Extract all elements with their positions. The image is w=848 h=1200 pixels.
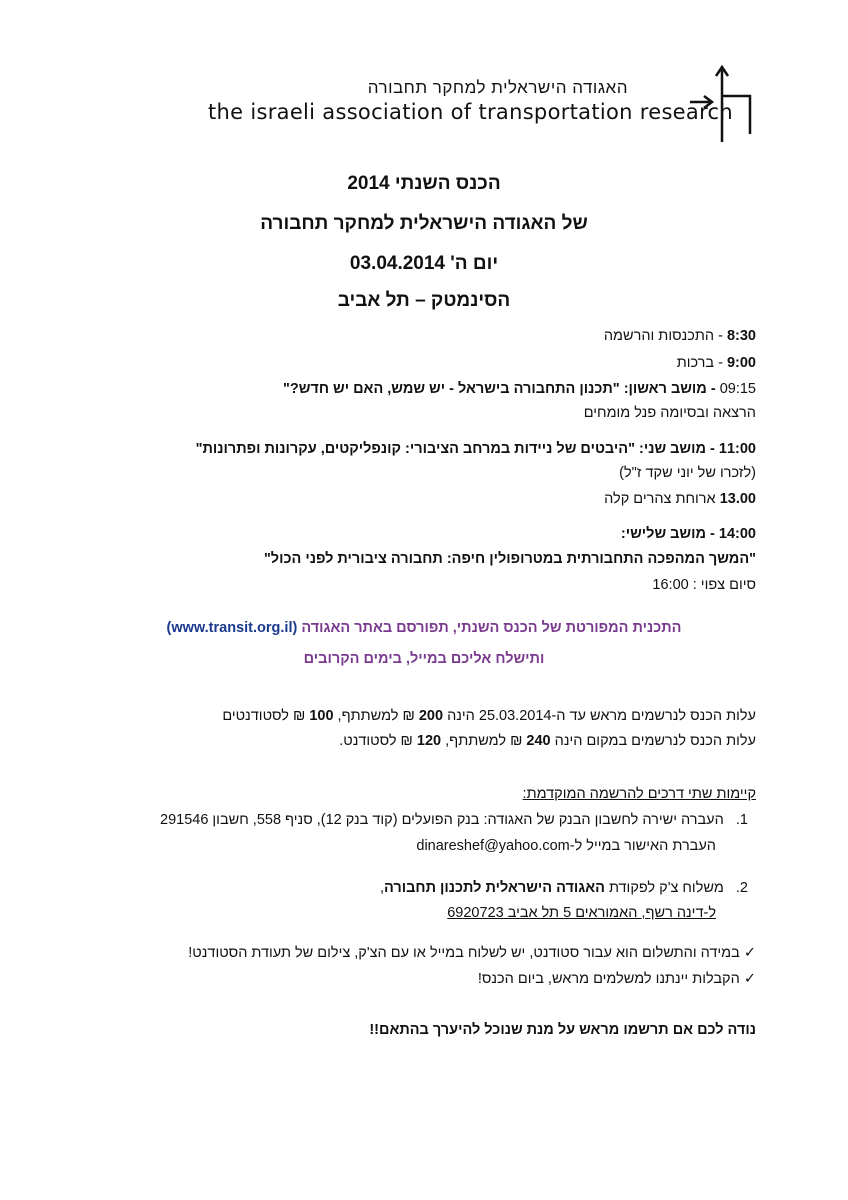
agenda-time: 14:00	[718, 526, 756, 542]
agenda-text: - מושב שני: "היבטים של ניידות במרחב הציבורי: קונפליקטים, עקרונות ופתרונות"	[195, 441, 715, 457]
agenda-item-session-2	[196, 441, 756, 457]
agenda-time: 9:00	[726, 355, 756, 371]
program-notice-line-2: ותישלח אליכם במייל, בימים הקרובים	[303, 651, 545, 667]
option-number: 1.	[735, 812, 748, 828]
note-receipts	[478, 971, 756, 987]
fee-text: ₪ למשתתף,	[337, 708, 415, 724]
agenda-item-session-3	[621, 526, 756, 542]
agenda-text: - ברכות	[676, 355, 723, 371]
fee-amount: 200	[418, 708, 444, 724]
agenda-end-label: סיום צפוי :	[692, 577, 756, 593]
registration-option-2: 2. משלוח צ'ק לפקודת האגודה הישראלית לתכנון תחבורה,	[380, 880, 748, 896]
org-name-hebrew: האגודה הישראלית למחקר תחבורה	[367, 78, 628, 97]
fee-text: עלות הכנס לנרשמים במקום הינה	[554, 733, 756, 749]
program-notice-line-1	[0, 620, 848, 636]
agenda-end-value: 16:00	[652, 577, 689, 593]
website-link[interactable]: (www.transit.org.il)	[166, 620, 298, 636]
registration-option-1	[160, 812, 748, 828]
agenda-text: ארוחת צהרים קלה	[604, 491, 716, 507]
fee-text: ₪ למשתתף,	[445, 733, 523, 749]
note-student	[188, 945, 756, 961]
checkmark-icon: ✓	[743, 945, 756, 961]
fee-text: ₪ לסטודנטים	[222, 708, 306, 724]
agenda-subtext: "המשך המהפכה התחבורתית במטרופולין חיפה: תחבורה ציבורית לפני הכול"	[263, 551, 756, 567]
agenda-item-greetings	[677, 355, 756, 371]
registration-email: העברת האישור במייל ל-dinareshef@yahoo.com	[416, 838, 716, 854]
option-text: העברה ישירה לחשבון הבנק של האגודה: בנק הפועלים (קוד בנק 12), סניף 558, חשבון 291546	[160, 812, 724, 828]
agenda-text: - התכנסות והרשמה	[603, 328, 723, 344]
option-number: 2.	[735, 880, 748, 896]
registration-heading: קיימות שתי דרכים להרשמה המוקדמת:	[522, 786, 756, 802]
agenda-text: - מושב שלישי:	[620, 526, 715, 542]
conference-date: יום ה' 03.04.2014	[349, 253, 499, 274]
agenda-item-lunch	[604, 491, 756, 507]
option-payee: האגודה הישראלית לתכנון תחבורה	[384, 880, 605, 896]
conference-title: הכנס השנתי 2014	[347, 173, 501, 194]
conference-venue: הסינמטק – תל אביב	[337, 290, 511, 311]
fee-amount: 100	[309, 708, 334, 724]
fee-amount: 120	[416, 733, 442, 749]
fee-onsite	[339, 733, 756, 749]
agenda-subtext: (לזכרו של יוני שקד ז"ל)	[619, 465, 756, 481]
agenda-item-session-1	[283, 381, 756, 397]
agenda-time: 11:00	[718, 441, 756, 457]
agenda-time: 8:30	[726, 328, 756, 344]
notice-text: התכנית המפורטת של הכנס השנתי, תפורסם באתר האגודה	[301, 620, 682, 636]
conference-organizer: של האגודה הישראלית למחקר תחבורה	[260, 213, 588, 234]
association-logo-icon	[690, 62, 754, 144]
checkmark-icon: ✓	[743, 971, 756, 987]
agenda-item-registration	[604, 328, 756, 344]
org-name-english: the israeli association of transportation research	[208, 100, 733, 124]
agenda-end-time	[652, 577, 756, 593]
note-text: במידה והתשלום הוא עבור סטודנט, יש לשלוח במייל או עם הצ'ק, צילום של תעודת הסטודנט!	[188, 945, 740, 961]
option-text: משלוח צ'ק לפקודת	[608, 880, 724, 896]
fee-text: עלות הכנס לנרשמים מראש עד ה-25.03.2014 הינה	[447, 708, 756, 724]
registration-address: ל-דינה רשף, האמוראים 5 תל אביב 6920723	[447, 905, 716, 921]
agenda-subtext: הרצאה ובסיומה פנל מומחים	[583, 405, 756, 421]
agenda-text: - מושב ראשון: "תכנון התחבורה בישראל - יש שמש, האם יש חדש?"	[283, 381, 716, 397]
agenda-time: 09:15	[719, 381, 756, 397]
closing-note: נודה לכם אם תרשמו מראש על מנת שנוכל להיערך בהתאם!!	[369, 1022, 756, 1038]
fee-text: ₪ לסטודנט.	[339, 733, 413, 749]
note-text: הקבלות יינתנו למשלמים מראש, ביום הכנס!	[477, 971, 740, 987]
fee-amount: 240	[526, 733, 551, 749]
fee-early	[222, 708, 756, 724]
agenda-time: 13.00	[719, 491, 756, 507]
